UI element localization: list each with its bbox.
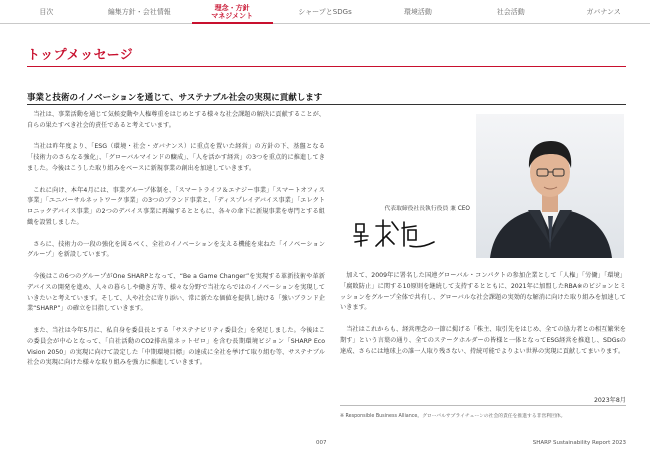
message-date: 2023年8月: [593, 397, 626, 404]
nav-item-social[interactable]: 社会活動: [496, 7, 525, 16]
message-headline: 事業と技術のイノベーションを通じて、サステナブル社会の実現に貢献します: [27, 93, 323, 103]
paragraph: 今後はこの6つのグループがOne SHARPとなって、“Be a Game Changer”を実現する革新技術や革新デバイスの開発を進め、人々の暮らしや働き方等、様々な分野で当社ならではのイノベーションを実現していきたいと考えています。そして、人や社会に寄り添い、常に新たな価値を提供し続ける「強いブランド企業“SHARP”」の確立を目指していきます。: [27, 272, 325, 313]
ceo-portrait: [476, 114, 624, 258]
paragraph: 当社はこれからも、経営理念の一節に掲げる「株主、取引先をはじめ、全ての協力者との相互繁栄を期す」という言葉の通り、全てのステークホルダーの皆様と一体となってESG経営を推進し、SDGsの達成、さらには地球上の誰一人取り残さない、持続可能でよりよい世界の実現に貢献してまいります。: [340, 325, 626, 355]
message-right-column: [340, 271, 626, 368]
top-navigation: [0, 0, 650, 24]
paragraph: 加えて、2009年に署名した国連グローバル・コンパクトの参加企業として「人権」「労働」「環境」「腐敗防止」に関する10原則を継続して支持するとともに、2021年に加盟したRBA※のビジョンとミッションをグループ全体で共有し、グローバルな社会課題の実効的な解消に向けた取り組みを加速していきます。: [340, 272, 626, 312]
paragraph: 当社は、事業活動を通じて気候変動や人権尊重をはじめとする様々な社会課題の解決に貢献することが、自らの果たすべき社会的責任であると考えています。: [27, 111, 325, 129]
paragraph: また、当社は今年5月に、私自身を委員長とする「サステナビリティ委員会」を発足しました。今後はこの委員会が中心となって、「自社活動のCO2排出量ネットゼロ」を含む長期環境ビジョン「SHARP Eco Vision 2050」の実現に向けて設定した「中期環境目標」の達成に全社を挙げて取り組む等、サステナブル社会の実現に向けた様々な取り組みを強力に推進していきます。: [27, 326, 325, 367]
title-divider: [27, 66, 626, 67]
nav-item-philosophy-management[interactable]: 理念・方針 マネジメント: [186, 0, 279, 23]
nav-item-contents[interactable]: 目次: [39, 7, 54, 16]
ceo-signature: [350, 216, 440, 252]
paragraph: これに向け、本年4月には、事業グループ体制を、「スマートライフ＆エナジー事業」「スマートオフィス事業」「ユニバーサルネットワーク事業」の3つのブランド事業と、「ディスプレイデバイス事業」「エレクトロニックデバイス事業」の2つのデバイス事業に再編するとともに、各々の傘下に新規事業を専門とする組織を設置しました。: [27, 186, 325, 226]
nav-item-governance[interactable]: ガバナンス: [586, 7, 621, 16]
headline-divider: [27, 104, 626, 105]
page-number: 007: [316, 440, 327, 446]
ceo-title-caption: 代表取締役社長執行役員 兼 CEO: [384, 206, 470, 212]
nav-item-environment[interactable]: 環境活動: [403, 7, 432, 16]
page-title: トップメッセージ: [27, 48, 134, 63]
message-left-column: [27, 110, 325, 380]
report-name: SHARP Sustainability Report 2023: [532, 440, 626, 446]
paragraph: さらに、技術力の一段の強化を図るべく、全社のイノベーションを支える機能を束ねた「イノベーショングループ」を新設しています。: [27, 240, 325, 259]
footnote-divider: [340, 405, 626, 406]
rba-footnote: ※ Responsible Business Alliance。グローバルサプライチェーンの社会的責任を推進する非営利団体。: [340, 414, 566, 419]
paragraph: 当社は昨年度より、「ESG（環境・社会・ガバナンス）に重点を置いた経営」の方針の下、基盤となる「技術力のさらなる強化」、「グローバルマインドの醸成」、「人を活かす経営」の3つを重点的に推進してきました。今後はこうした取り組みをベースに新規事業の創出を加速していきます。: [27, 143, 325, 172]
nav-item-editorial-policy[interactable]: 編集方針・会社情報: [107, 7, 171, 16]
nav-item-sharp-sdgs[interactable]: シャープとSDGs: [298, 7, 352, 16]
